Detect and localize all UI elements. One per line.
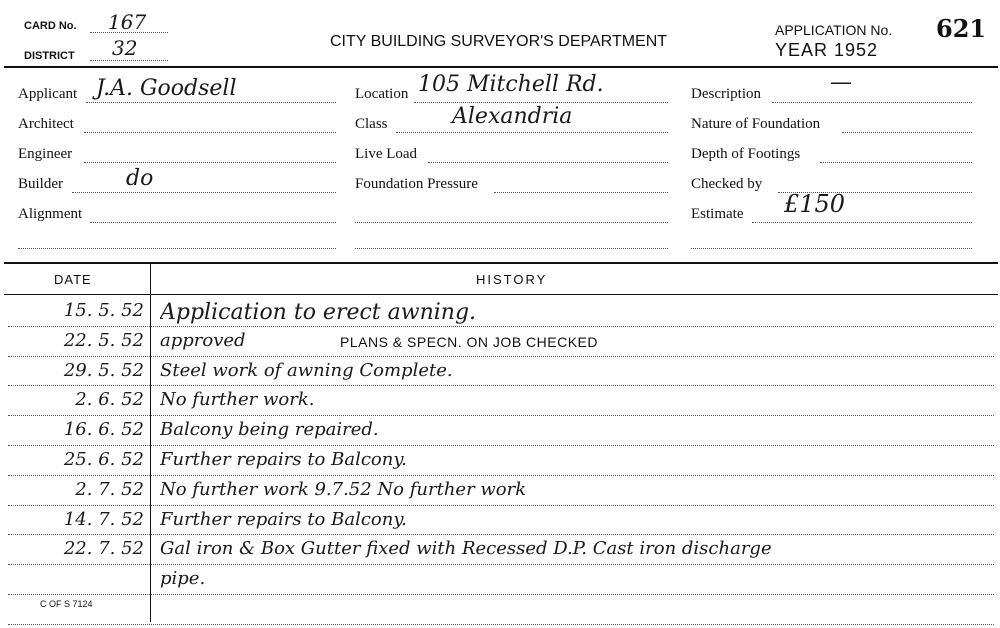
history-ruled-line	[8, 326, 994, 327]
alignment-label: Alignment	[18, 206, 83, 222]
history-date: 14. 7. 52	[63, 509, 144, 530]
description-label: Description	[691, 86, 761, 102]
nature-of-foundation-line	[842, 132, 972, 133]
estimate-label: Estimate	[691, 206, 744, 222]
estimate-value: £150	[784, 190, 846, 218]
history-entry: approved	[160, 330, 246, 351]
architect-line	[84, 132, 336, 133]
estimate-line	[752, 222, 972, 223]
history-entry: Balcony being repaired.	[160, 419, 379, 440]
history-date: 22. 5. 52	[63, 330, 144, 351]
history-entry: pipe.	[160, 568, 206, 589]
history-ruled-line	[8, 505, 994, 506]
history-header-rule	[4, 294, 998, 295]
builder-label: Builder	[18, 176, 63, 192]
history-ruled-line	[8, 475, 994, 476]
history-date: 2. 7. 52	[75, 479, 144, 500]
history-date: 29. 5. 52	[63, 360, 144, 381]
history-entry: Gal iron & Box Gutter fixed with Recessed D.P. Cast iron discharge	[160, 538, 772, 559]
applicant-label: Applicant	[18, 86, 78, 102]
history-ruled-line	[8, 356, 994, 357]
history-ruled-line	[8, 594, 994, 595]
column2-line-6	[355, 248, 668, 249]
location-line	[414, 102, 668, 103]
history-column-header: HISTORY	[476, 272, 548, 287]
location-value: 105 Mitchell Rd.	[418, 72, 604, 97]
year-label: YEAR 1952	[775, 40, 879, 60]
history-entry: Application to erect awning.	[160, 300, 477, 325]
district-label: DISTRICT	[24, 50, 75, 62]
header-rule	[4, 66, 998, 68]
foundation-pressure-line	[494, 192, 668, 193]
location-label: Location	[355, 86, 409, 102]
engineer-line	[84, 162, 336, 163]
plans-checked-stamp: PLANS & SPECN. ON JOB CHECKED	[340, 334, 599, 350]
history-ruled-line	[8, 624, 994, 625]
date-column-header: DATE	[54, 272, 92, 287]
column2-line-5	[355, 222, 668, 223]
builder-line	[72, 192, 336, 193]
history-ruled-line	[8, 564, 994, 565]
card-number-value: 167	[108, 10, 147, 34]
class-value: Alexandria	[452, 104, 573, 129]
foundation-pressure-label: Foundation Pressure	[355, 176, 478, 192]
alignment-line-2	[18, 248, 336, 249]
history-date: 25. 6. 52	[63, 449, 144, 470]
history-entry: Further repairs to Balcony.	[160, 449, 407, 470]
history-entry: Further repairs to Balcony.	[160, 509, 407, 530]
description-value: —	[830, 70, 852, 95]
application-number-value: 621	[936, 14, 987, 43]
form-code: C OF S 7124	[40, 599, 93, 609]
live-load-line	[428, 162, 668, 163]
card-number-label: CARD No.	[24, 20, 77, 32]
builder-value: do	[126, 166, 154, 191]
history-date: 22. 7. 52	[63, 538, 144, 559]
applicant-line	[86, 102, 336, 103]
history-date: 15. 5. 52	[63, 300, 144, 321]
history-entry: Steel work of awning Complete.	[160, 360, 453, 381]
date-column-divider	[150, 262, 151, 622]
depth-of-footings-label: Depth of Footings	[691, 146, 801, 162]
class-label: Class	[355, 116, 388, 132]
checked-by-label: Checked by	[691, 176, 763, 192]
history-ruled-line	[8, 385, 994, 386]
column3-line-6	[691, 248, 972, 249]
district-value: 32	[112, 36, 138, 60]
history-ruled-line	[8, 445, 994, 446]
applicant-value: J.A. Goodsell	[96, 76, 237, 101]
depth-of-footings-line	[820, 162, 972, 163]
engineer-label: Engineer	[18, 146, 73, 162]
history-date: 2. 6. 52	[75, 389, 144, 410]
history-ruled-line	[8, 415, 994, 416]
nature-of-foundation-label: Nature of Foundation	[691, 116, 821, 132]
history-entry: No further work.	[160, 389, 315, 410]
district-line	[90, 60, 168, 61]
application-number-label: APPLICATION No.	[775, 22, 893, 38]
alignment-line	[90, 222, 336, 223]
architect-label: Architect	[18, 116, 74, 132]
department-title: CITY BUILDING SURVEYOR'S DEPARTMENT	[330, 33, 668, 50]
history-date: 16. 6. 52	[63, 419, 144, 440]
description-line	[772, 102, 972, 103]
class-line	[396, 132, 668, 133]
history-entry: No further work 9.7.52 No further work	[160, 479, 527, 500]
history-top-rule	[4, 262, 998, 264]
live-load-label: Live Load	[355, 146, 418, 162]
history-ruled-line	[8, 534, 994, 535]
